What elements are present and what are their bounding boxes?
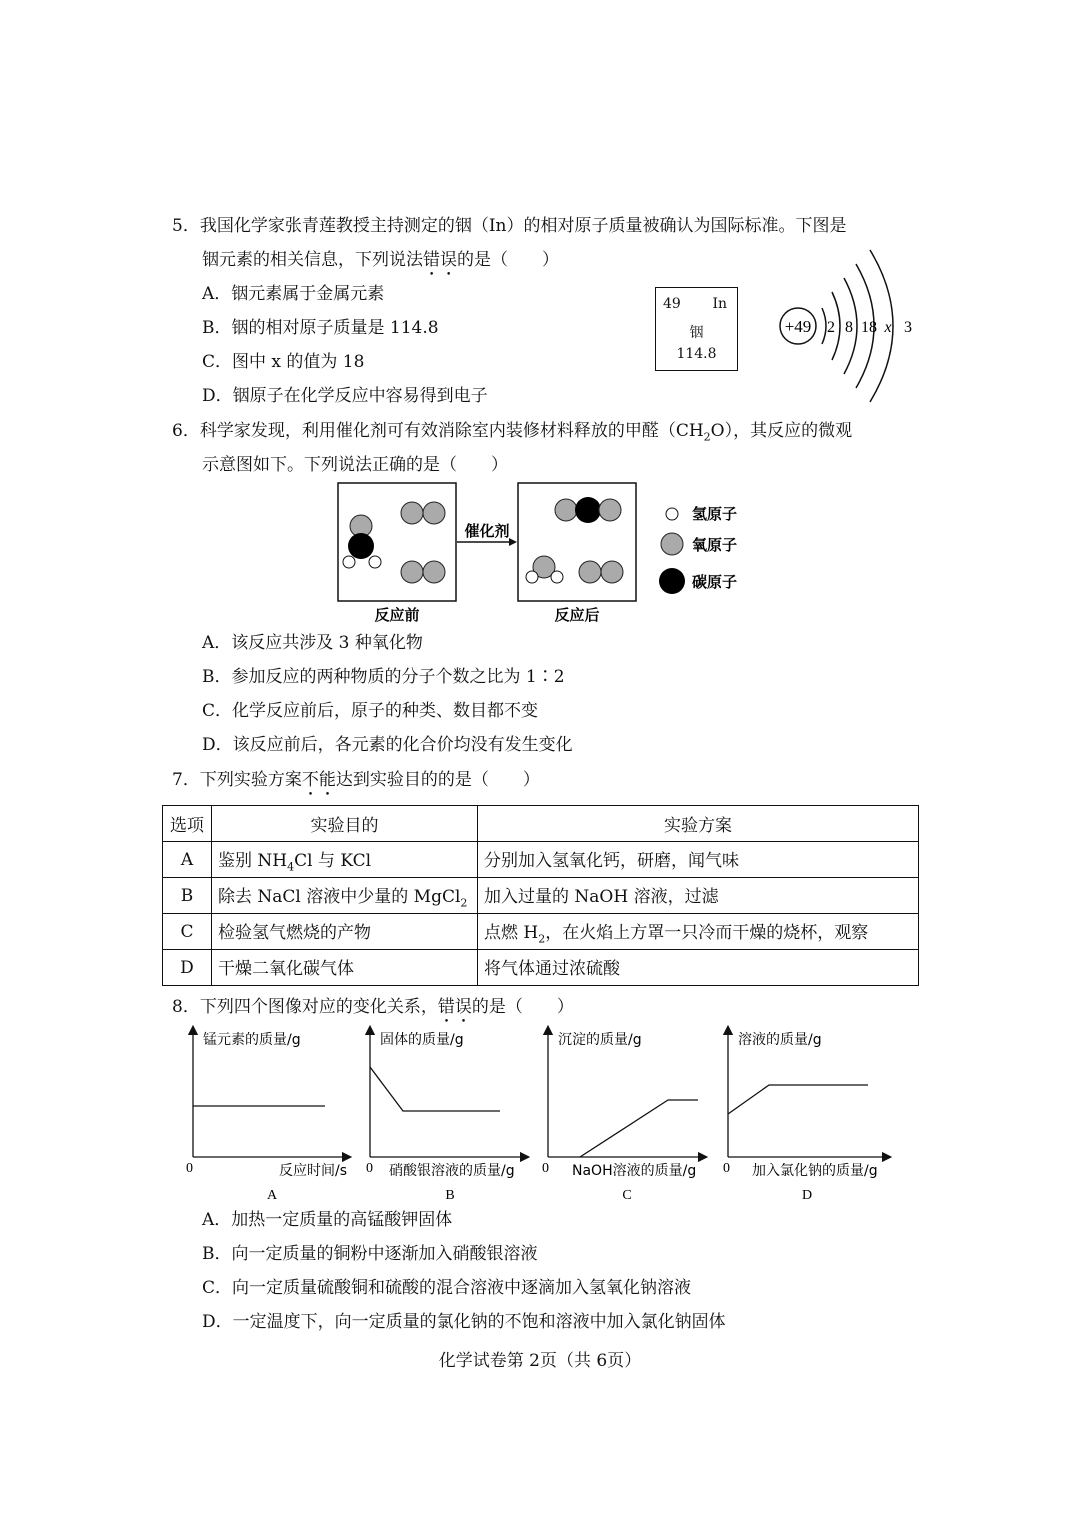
shell-count-2: 8 [845,319,853,336]
element-name: 铟 [689,325,704,341]
graph-c-origin: 0 [542,1161,549,1176]
graph-d-label: D [801,1188,813,1203]
plan-subscript: 2 [538,932,546,946]
experiment-table [162,805,919,986]
h-atom [551,571,563,583]
o-atom [579,561,601,583]
reaction-diagram [335,480,775,630]
q6-option-a: A．该反应共涉及 3 种氧化物 [202,633,423,653]
arrow-head [509,538,517,546]
o-atom [599,499,621,521]
header-goal: 实验目的 [212,806,478,842]
o-atom [401,561,423,583]
graph-b [366,1030,525,1203]
row-goal [212,878,478,914]
q5-stem-line1: 5．我国化学家张青莲教授主持测定的铟（In）的相对原子质量被确认为国际标准。下图是 [172,216,847,236]
header-plan: 实验方案 [478,806,919,842]
q6-stem-end: O），其反应的微观 [710,421,853,441]
goal-text: 鉴别 NH [218,850,288,871]
nucleus-charge: +49 [784,317,812,336]
q8-option-c: C．向一定质量硫酸铜和硫酸的混合溶液中逐滴加入氢氧化钠溶液 [202,1278,692,1298]
goal-text-end: Cl 与 KCl [294,850,372,871]
shell-arc-1 [822,308,826,344]
graph-d-origin: 0 [723,1161,730,1176]
table-row [163,914,919,950]
page-footer: 化学试卷第 2页（共 6页） [438,1351,642,1371]
after-box [518,483,636,601]
before-label: 反应前 [374,606,420,624]
plan-text: 加入过量的 NaOH 溶液，过滤 [484,886,719,907]
graph-a-xlabel: 反应时间/s [279,1163,348,1179]
row-goal [212,914,478,950]
table-header-row [163,806,919,842]
row-goal [212,950,478,986]
q8-graphs [175,1022,915,1207]
q5-option-b: B．铟的相对原子质量是 114.8 [202,318,439,338]
q5-stem-line2 [202,247,559,280]
legend-o-swatch [661,533,683,555]
goal-subscript: 2 [460,896,468,910]
graph-c-line [580,1100,698,1157]
row-plan [478,878,919,914]
row-option: B [163,878,212,914]
h-atom [343,556,355,568]
catalyst-label: 催化剂 [464,522,510,540]
q6-option-b: B．参加反应的两种物质的分子个数之比为 1∶2 [202,667,565,687]
goal-subscript: 4 [287,860,295,874]
q6-stem-text: 6．科学家发现，利用催化剂可有效消除室内装修材料释放的甲醛（CH [172,421,704,441]
q8-stem-end: 的是（ ） [471,997,574,1017]
q5-option-c: C．图中 x 的值为 18 [202,352,365,372]
graph-d [723,1030,887,1203]
o-atom [423,561,445,583]
legend-carbon: 碳原子 [692,573,738,591]
header-option: 选项 [163,806,212,842]
atomic-number: 49 [663,296,681,312]
c-atom [348,533,374,559]
graph-b-label: B [445,1188,455,1203]
plan-text-end: ，在火焰上方罩一只冷而干燥的烧杯，观察 [545,922,869,943]
shell-count-3: 18 [861,319,877,336]
goal-text: 干燥二氧化碳气体 [218,958,354,979]
graph-b-line [370,1067,500,1111]
shell-count-1: 2 [827,319,835,336]
row-plan [478,842,919,878]
row-option: C [163,914,212,950]
after-label: 反应后 [554,606,600,624]
graph-b-origin: 0 [366,1161,373,1176]
plan-text: 分别加入氢氧化钙，研磨，闻气味 [484,850,739,871]
element-symbol: In [712,296,727,312]
q7-emphasis: 不能 [301,770,336,790]
q6-stem-line2: 示意图如下。下列说法正确的是（ ） [202,455,508,475]
legend-hydrogen: 氢原子 [692,505,738,523]
q5-option-d: D．铟原子在化学反应中容易得到电子 [202,386,488,406]
table-row [163,878,919,914]
q8-option-d: D．一定温度下，向一定质量的氯化钠的不饱和溶液中加入氯化钠固体 [202,1312,726,1332]
row-plan [478,950,919,986]
graph-a [186,1030,347,1203]
q8-stem-text: 8．下列四个图像对应的变化关系， [172,997,438,1017]
graph-b-ylabel: 固体的质量/g [380,1032,464,1048]
legend-c-swatch [659,568,685,594]
shell-count-x: x [884,319,892,336]
h-atom [526,571,538,583]
o-atom [601,561,623,583]
q7-stem [172,767,540,800]
graph-c-ylabel: 沉淀的质量/g [558,1032,642,1048]
goal-text: 检验氢气燃烧的产物 [218,922,371,943]
q5-option-a: A．铟元素属于金属元素 [202,284,385,304]
graph-a-ylabel: 锰元素的质量/g [203,1032,301,1048]
q5-stem-end: 的是（ ） [457,250,559,270]
plan-text: 点燃 H [484,922,539,943]
graph-a-label: A [266,1188,278,1203]
goal-text: 除去 NaCl 溶液中少量的 MgCl [218,886,461,907]
graph-a-origin: 0 [186,1161,193,1176]
element-card [655,287,738,371]
q7-stem-text: 7．下列实验方案 [172,770,302,790]
legend-h-swatch [666,508,678,520]
row-option: D [163,950,212,986]
q6-subscript: 2 [703,430,711,444]
graph-d-xlabel: 加入氯化钠的质量/g [752,1163,878,1179]
q7-stem-end: 达到实验目的的是（ ） [335,770,540,790]
q8-option-b: B．向一定质量的铜粉中逐渐加入硝酸银溶液 [202,1244,538,1264]
row-option: A [163,842,212,878]
h-atom [369,556,381,568]
atom-structure-diagram [770,240,940,410]
q6-option-c: C．化学反应前后，原子的种类、数目都不变 [202,701,539,721]
q5-stem-text: 铟元素的相关信息，下列说法 [202,250,423,270]
o-atom [401,502,423,524]
o-atom [423,502,445,524]
table-row [163,950,919,986]
q8-option-a: A．加热一定质量的高锰酸钾固体 [202,1210,453,1230]
table-row [163,842,919,878]
q6-stem-line1 [172,418,852,450]
graph-b-xlabel: 硝酸银溶液的质量/g [389,1163,515,1179]
graph-c [542,1030,703,1203]
o-atom [555,499,577,521]
row-plan [478,914,919,950]
graph-d-ylabel: 溶液的质量/g [738,1032,822,1048]
graph-d-line [728,1085,868,1114]
shell-count-5: 3 [904,319,912,336]
q5-emphasis: 错误 [423,250,457,270]
q6-option-d: D．该反应前后，各元素的化合价均没有发生变化 [202,735,573,755]
row-goal [212,842,478,878]
graph-c-label: C [622,1188,632,1203]
graph-c-xlabel: NaOH溶液的质量/g [572,1163,697,1179]
legend-oxygen: 氧原子 [692,536,738,554]
atomic-mass: 114.8 [676,346,717,362]
c-atom [575,497,601,523]
q8-emphasis: 错误 [437,997,472,1017]
plan-text: 将气体通过浓硫酸 [484,958,620,979]
